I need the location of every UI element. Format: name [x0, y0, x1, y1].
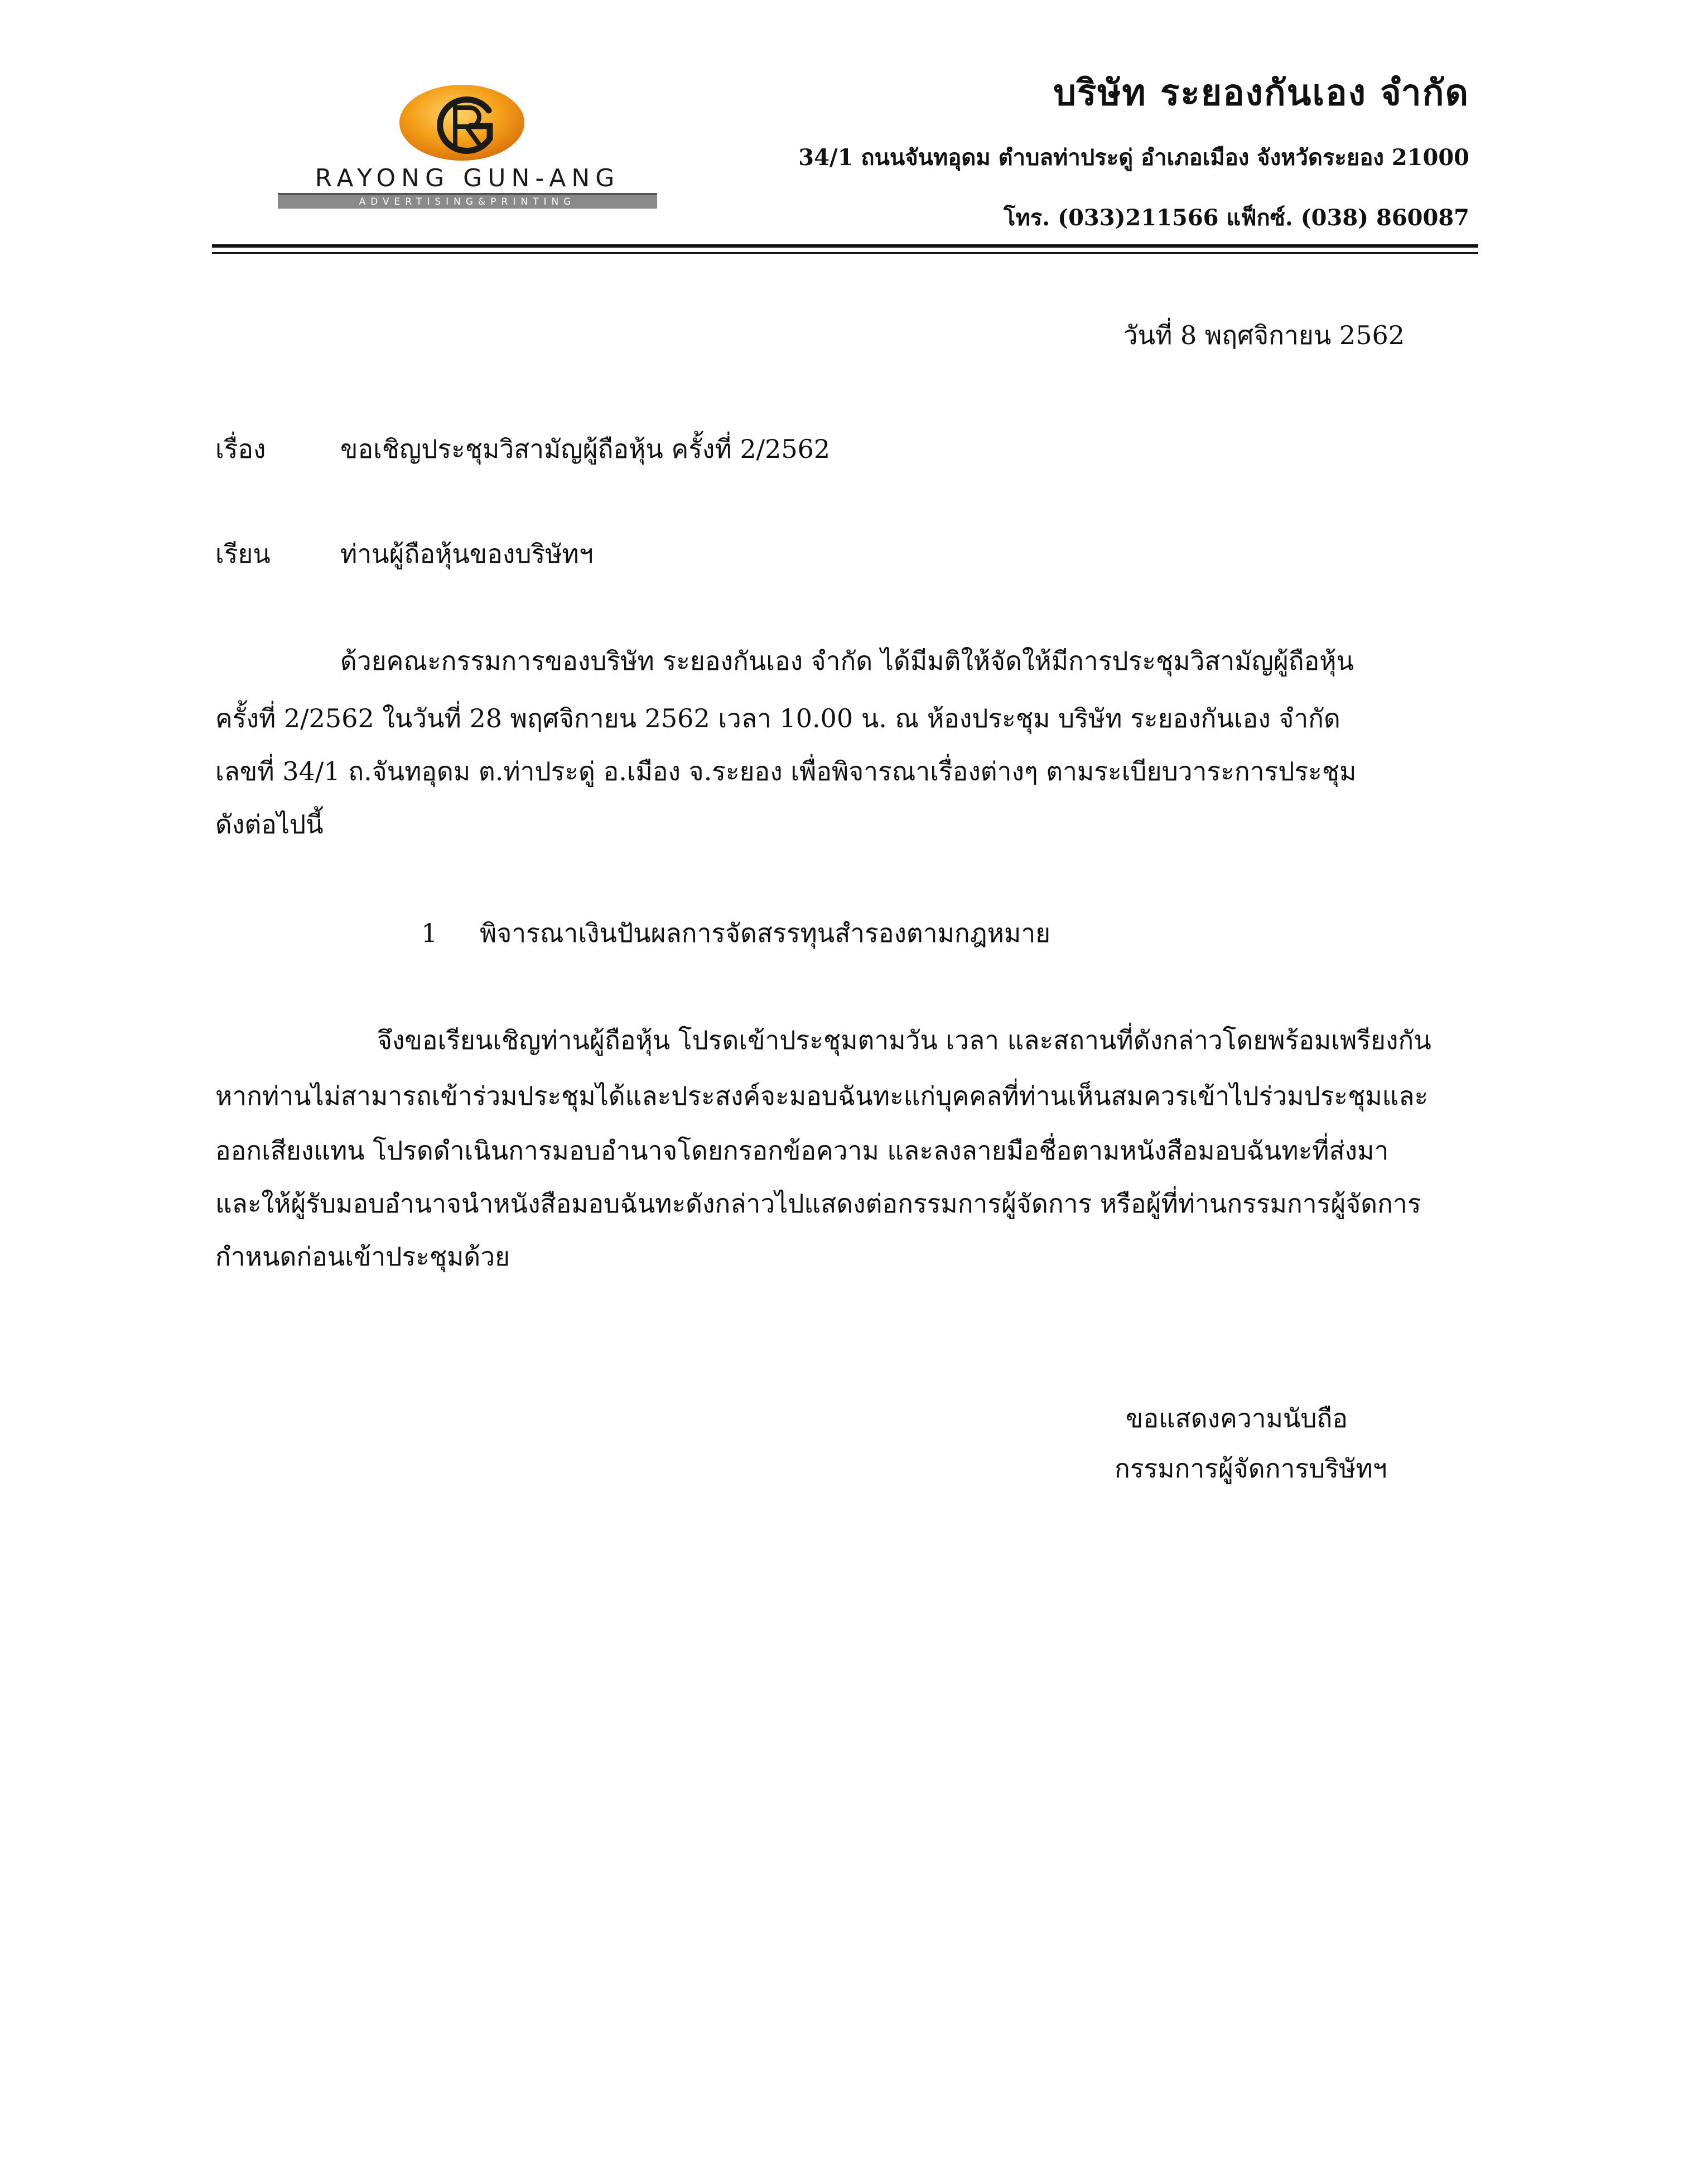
signer-title: กรรมการผู้จัดการบริษัทฯ: [1115, 1453, 1387, 1484]
paragraph-1-line: ครั้งที่ 2/2562 ในวันที่ 28 พฤศจิกายน 2562 เวลา 10.00 น. ณ ห้องประชุม บริษัท ระยองกันเอง จำกัด: [215, 703, 1340, 733]
header-divider-thin: [212, 252, 1478, 254]
company-address: 34/1 ถนนจันทอุดม ตำบลท่าประดู่ อำเภอเมือง จังหวัดระยอง 21000: [798, 144, 1469, 171]
recipient-label: เรียน: [215, 539, 271, 569]
company-phone: โทร. (033)211566 แฟ็กซ์. (038) 860087: [1003, 205, 1469, 231]
agenda-item-number: 1: [421, 918, 438, 948]
paragraph-2-line: กำหนดก่อนเข้าประชุมด้วย: [215, 1241, 510, 1272]
paragraph-2-line: และให้ผู้รับมอบอำนาจนำหนังสือมอบฉันทะดังกล่าวไปแสดงต่อกรรมการผู้จัดการ หรือผู้ที่ท่านกรรมการผู้จัดการ: [215, 1188, 1421, 1219]
paragraph-2-line: จึงขอเรียนเชิญท่านผู้ถือหุ้น โปรดเข้าประชุมตามวัน เวลา และสถานที่ดังกล่าวโดยพร้อมเพรียงกัน: [377, 1025, 1431, 1055]
paragraph-2-line: ออกเสียงแทน โปรดดำเนินการมอบอำนาจโดยกรอกข้อความ และลงลายมือชื่อตามหนังสือมอบฉันทะที่ส่งมา: [215, 1136, 1389, 1166]
letter-date: วันที่ 8 พฤศจิกายน 2562: [1123, 320, 1405, 350]
logo-tagline: ADVERTISING&PRINTING: [359, 196, 576, 207]
subject-text: ขอเชิญประชุมวิสามัญผู้ถือหุ้น ครั้งที่ 2/2562: [340, 434, 831, 464]
company-logo: [278, 83, 657, 214]
paragraph-2-line: หากท่านไม่สามารถเข้าร่วมประชุมได้และประสงค์จะมอบฉันทะแก่บุคคลที่ท่านเห็นสมควรเข้าไปร่วมประชุมและ: [215, 1081, 1429, 1111]
subject-label: เรื่อง: [215, 434, 266, 464]
company-name: บริษัท ระยองกันเอง จำกัด: [1053, 72, 1469, 114]
paragraph-1-line: ด้วยคณะกรรมการของบริษัท ระยองกันเอง จำกัด ได้มีมติให้จัดให้มีการประชุมวิสามัญผู้ถือหุ้น: [340, 646, 1354, 676]
header-divider: [212, 244, 1478, 248]
agenda-item-text: พิจารณาเงินปันผลการจัดสรรทุนสำรองตามกฎหมาย: [480, 918, 1051, 948]
paragraph-1-line: เลขที่ 34/1 ถ.จันทอุดม ต.ท่าประดู่ อ.เมือง จ.ระยอง เพื่อพิจารณาเรื่องต่างๆ ตามระเบียบวาระการประชุม: [215, 756, 1357, 786]
recipient-text: ท่านผู้ถือหุ้นของบริษัทฯ: [340, 539, 594, 569]
closing-salutation: ขอแสดงความนับถือ: [1126, 1403, 1348, 1433]
paragraph-1-line: ดังต่อไปนี้: [215, 809, 324, 839]
logo-wordmark: RAYONG GUN-ANG: [315, 164, 620, 192]
